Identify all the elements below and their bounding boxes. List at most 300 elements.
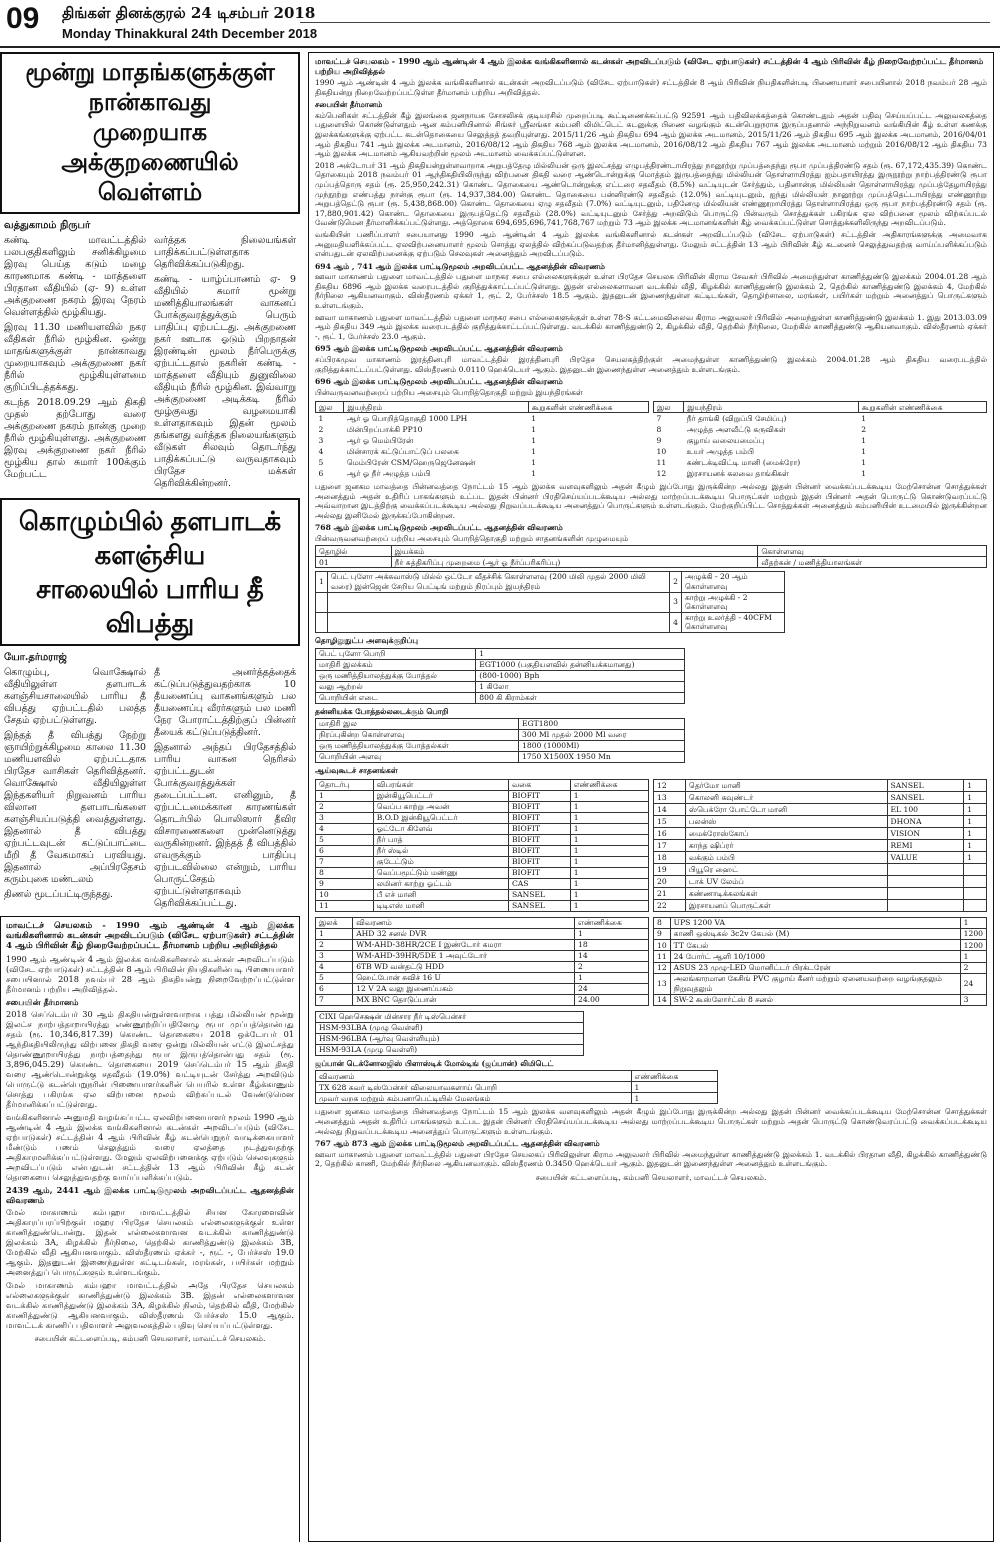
table-cell: 1	[960, 917, 986, 928]
table-cell	[316, 592, 328, 612]
table-cell: உயர் அழுத்த பம்பி	[686, 446, 755, 456]
table-row	[316, 468, 649, 479]
machine-spec-table-1	[315, 648, 685, 704]
table-cell: 1	[964, 779, 987, 791]
story2-paragraph: இந்தத் தீ விபத்து நேற்று ஞாயிற்றுக்கிழமை காலை 11.30 மணியளவில் ஏற்பட்டதாக பிரதேச வாசிகள் தெரிவித்தனர். வொக்ஷோல் வீதியிலுள்ள இந்தகளியர் நிறுவனம் பாரிய விலான தளபாடங்களை களஞ்சியப்படுத்தி வைத்துள்ளது. இதனால் தீ விபத்து ஏற்பட்டவுடன் கட்டுப்பாட்டை மீறி தீ வேகமாகப் பரவியது. இதனால் அப்பிரதேசம் கரும்புகை மண்டலம்	[4, 730, 146, 885]
table-cell: 4	[318, 446, 324, 456]
story1-body	[0, 235, 300, 490]
table-row	[316, 889, 649, 900]
table-row	[316, 867, 649, 878]
story1-headline-line2: முறையாக அக்குறணையில் வெள்ளம்	[61, 119, 239, 206]
table-cell: BIOFIT	[508, 801, 570, 812]
table-cell: இரசாயனக் கலவை தாங்கிகள்	[686, 468, 789, 478]
table-cell: பெட் புளோ பொறி	[316, 648, 476, 659]
table-cell: டாக் UV லேம்ப்	[685, 875, 887, 887]
table-row	[316, 572, 785, 592]
table-cell: BIOFIT	[508, 812, 570, 823]
table-cell: 3	[670, 592, 682, 612]
table-row	[654, 446, 987, 457]
table-row	[654, 994, 987, 1005]
table-cell: 1	[575, 928, 649, 939]
table-cell: 15	[654, 815, 686, 827]
table-row	[316, 1082, 718, 1093]
table-cell: 7	[316, 994, 353, 1005]
table-cell: 1	[964, 839, 987, 851]
story2-paragraph: கொழும்பு, வொக்ஷோல் வீதியிலுள்ள தளபாடக் களஞ்சியசாலையில் பாரிய தீ விபத்து ஏற்பட்டதில் பலத்த சேதம் ஏற்பட்டுள்ளது.	[4, 667, 146, 726]
table-row	[654, 962, 987, 973]
table-cell: 1	[964, 791, 987, 803]
table-cell: அழுத்த அளவீட்டு கருவிகள்	[686, 424, 786, 434]
masthead-tamil: திங்கள் தினக்குரல் 24 டிசம்பர் 2018	[62, 4, 316, 22]
big-notice-paragraph: பின்வருவனவற்றைப் பற்றிய அசையும் பொறித்தொகுதி மற்றும் சாதனங்களின் முழுமையும்	[315, 533, 629, 543]
table-cell: 24	[575, 983, 649, 994]
table-cell: 13	[654, 791, 686, 803]
table-cell: 18	[654, 851, 686, 863]
table-row	[654, 917, 987, 928]
table-row	[316, 413, 649, 424]
table-cell: HSM-93LA (முழு வெள்ளி)	[316, 1044, 584, 1055]
table-cell: 1	[476, 648, 684, 659]
lab-equipment-tables	[315, 777, 987, 915]
table-row	[654, 887, 987, 899]
table-cell: அலங்காரமான கேசிங் PVC குழாய் கீனர் மற்றும் ஏனையவற்றை வழங்குதலும் நிறுவுதலும்	[670, 973, 960, 994]
table-cell: 1	[631, 1082, 718, 1093]
table-row	[316, 845, 649, 856]
table-row	[654, 468, 987, 479]
table-cell: 14	[654, 994, 671, 1005]
table-header: கொள்ளளவு	[758, 546, 987, 557]
masthead	[0, 0, 1000, 48]
table-cell: மின்பிறப்பாக்கி PP10	[346, 424, 423, 434]
t9-body	[316, 1082, 718, 1104]
table-cell: 3	[316, 950, 353, 961]
table-cell: 14	[575, 950, 649, 961]
small-notice-paragraph: மேல் மாகாணம் கம்பஹா மாவட்டத்தில் அதே பிரதேச செயலகம் எல்லைகளுக்குள் காணித்துண்டு இலக்கம் 3B. இதன் எல்லைகளாவன வடக்கில் காணித்துண்டு இலக்கம் 3A, கிழக்கில் நிலம், தெற்கில் வீதி, மேற்கில் காணித்துண்டு ஆகியனவாகும். விஸ்தீரணம் பேர்ச்சஸ் 15.0 ஆகும். மாவட்டக் காணிப் பதிவாளர் அலுவலகத்தில் பதிவு செய்யப்பட்டுள்ளது.	[6, 1280, 294, 1330]
table-row	[316, 900, 649, 911]
table-cell: 2	[670, 572, 682, 592]
table-cell	[964, 863, 987, 875]
table-cell: கொலனி கவுண்டர்	[685, 791, 887, 803]
table-cell: 1	[531, 446, 537, 456]
table-row	[316, 612, 785, 632]
table-row	[654, 940, 987, 951]
table-row	[316, 752, 685, 763]
left-column	[0, 52, 300, 1542]
table-cell: 1	[570, 867, 648, 878]
table-cell: 1	[960, 951, 986, 962]
table-cell: ஆர் ஓ மெம்பிரேன்	[346, 435, 414, 445]
table-cell: ஒரு மணித்தியாலத்துக்கு போத்தல்கள்	[316, 741, 519, 752]
table-cell: ஆர் ஓ பொறித்தொகுதி 1000 LPH	[346, 413, 468, 423]
table-cell: இன்கியூபெட்டர்	[373, 790, 508, 801]
big-notice-section: 767 ஆம் 873 ஆம் இலக்க பாட்டிடுமூலம் அறவிடப்பட்ட ஆதனத்தின் விவரணம்	[315, 1139, 600, 1149]
table-cell: 6TB WD வன்தட்டு HDD	[353, 961, 575, 972]
table-cell: 1	[861, 468, 867, 478]
equipment-table-1-right	[653, 401, 987, 479]
table-row	[654, 951, 987, 962]
table-cell: ஸ்பெக்ரோ போட்டோ மானி	[685, 803, 887, 815]
t7-right-body	[654, 917, 987, 1005]
table-row	[316, 681, 685, 692]
table-header-row	[654, 402, 987, 413]
small-notice-signature: சபையின் கட்டளைப்படி, கம்பனி செயலாளர், மாவட்டச் செயலகம்.	[34, 1334, 266, 1343]
table-cell: 1	[861, 446, 867, 456]
big-notice-section: தன்னியக்க போத்தல்லடைக்கும் பொறி	[315, 706, 449, 716]
table-cell	[887, 899, 964, 911]
table-row	[654, 457, 987, 468]
table-cell: 5	[316, 834, 374, 845]
table-row	[316, 557, 987, 568]
big-notice-section: 694 ஆம் , 741 ஆம் இலக்க பாட்டிடுமூலம் அறவிடப்பட்ட ஆதனத்தின் விவரணம்	[315, 261, 606, 271]
equipment-table-1-left	[315, 401, 649, 479]
big-legal-notice	[308, 52, 994, 1542]
table-cell: EGT1000 (பகுதியளவில் தன்னியக்கமானது)	[476, 659, 684, 670]
big-notice-intro: 1990 ஆம் ஆண்டின் 4 ஆம் இலக்க வங்கிகளினால் கடன்கள் அறவிடப்படும் (விசேட ஏற்பாடுகள்) சட்டத்தின் 8 ஆம் பிரிவின் நியதிகளின்படி பிணையாளர் சபையினால் 2018 நவம்பர் 28 ஆம் திகதியன்று நிறைவேற்றப்பட்டுள்ள தீர்மானம் பற்றிய அறிவித்தல்.	[315, 78, 987, 97]
table-cell: 800 கி கிராம்கள்	[476, 692, 684, 703]
table-header: இல	[316, 402, 344, 413]
table-cell: SANSEL	[887, 779, 964, 791]
table-cell: 2	[318, 424, 324, 434]
t6-left-body	[316, 790, 649, 911]
small-notice-section: 2439 ஆம், 2441 ஆம் இலக்க பாட்டிடுமூலம் அறவிடப்பட்ட ஆதனத்தின் விவரணம்	[6, 1185, 294, 1205]
t7-left-body	[316, 928, 649, 1005]
big-notice-paragraph: ஊவா மாகாணம் பதுளை மாவட்டத்தில் பதுளை மாநகர சபை எல்லைகளுக்குள் உள்ள 78-S கட்டமைவிலைவ கிராம அலுவலர் பிரிவில் அமைந்துள்ள காணித்துண்டு இலக்கம் 1. இது 2013.03.09 ஆம் திகதிய 349 ஆம் இலக்க வரைபடத்தில் குறித்துக்காட்டப்பட்டுள்ளது. வடக்கில் காணித்துண்டு 2, கிழக்கில் வீதி, தெற்கில் நீர்நிலை, மேற்கில் காணித்துண்டு ஆகியனவாகும். விஸ்தீரணம் ஏக்கர் -, ரூட் 1, பேர்ச்சஸ் 23.0 ஆகும்.	[315, 312, 987, 341]
table-row	[316, 878, 649, 889]
equipment-table-3	[315, 571, 785, 633]
story2-paragraph: தீ அனர்த்தத்தைக் கட்டுப்படுத்துவதற்காக 10 தீயணைப்பு வாகனங்களும் பல தீயணைப்பு வீரர்களும் பல மணி நேர போராட்டத்திற்குப் பின்னர் தீயைக் கட்டுப்படுத்தினர்.	[154, 667, 296, 738]
table-cell: 6	[316, 845, 374, 856]
table-cell: ஒரு மணித்தியாலத்துக்கு போத்தல்	[316, 670, 476, 681]
table-header-row	[316, 402, 649, 413]
big-notice-paragraph: பின்வருவனவற்றைப் பற்றிய அசையும் பொறித்தொகுதி மற்றும் இயந்திரங்கள்	[315, 387, 583, 397]
small-notice-section: சபையின் தீர்மானம்	[6, 997, 79, 1007]
table-cell: காந்த ஷிப்ரர்	[685, 839, 887, 851]
table-cell: 11	[316, 900, 374, 911]
story2-headline-line1: கொழும்பில் தளபாடக் களஞ்சிய	[18, 506, 282, 570]
table-row	[316, 719, 685, 730]
t6-right-body	[654, 779, 987, 911]
table-cell: EL 100	[887, 803, 964, 815]
table-cell: 6	[316, 983, 353, 994]
table-cell: 1	[570, 889, 648, 900]
table-header: இல	[654, 402, 684, 413]
story1-paragraph: வர்த்தக நிலையங்கள் பாதிக்கப்பட்டுள்ளதாக தெரிவிக்கப்படுகிறது.	[154, 235, 296, 270]
table-row	[316, 435, 649, 446]
masthead-english: Monday Thinakkural 24th December 2018	[62, 26, 318, 41]
table-cell: வக்கும் பம்பி	[685, 851, 887, 863]
table-cell: 1 கிலோ	[476, 681, 684, 692]
table-cell: 1200	[960, 929, 986, 940]
story1-byline: வத்துகாமம் நிருபர்	[4, 220, 91, 231]
big-notice-paragraph: பதுளை ஜனகம மாவத்தை பின்னவத்தை நோட்டம் 15 ஆம் இலக்க வளவுகளிலும் அதன் கீழும் இப்போது இருக்கின்ற அல்லது இதன் பின்னர் வைக்கப்படக்கூடிய மேற்சொன்ன சொத்துக்கள் அனைத்தும் அதன் உதிரிப் பாகங்களும் உட்பட இதன் பின்னர் பிரதிசெய்யப்படக்கூடிய அல்லது மாற்றப்படக்கூடிய பொருட்கள் மற்றும் அதன் பொருட்டு கொண்டுவரப்பட்டு வைக்கப்படக்கூடிய அல்லது நிறுவப்படக்கூடிய அனைத்துப் பொருட்களும் உள்ளடங்கும்.	[315, 1107, 987, 1136]
table-cell	[327, 612, 669, 632]
table-row	[654, 863, 987, 875]
table-header-row	[316, 917, 649, 928]
table-row	[316, 659, 685, 670]
table-cell: டிடிஎஸ் மானி	[373, 900, 508, 911]
table-cell: TX 628 கவர் டிஸ்பேன்சர் விலையாவகளாய் பொறி	[316, 1082, 632, 1093]
masthead-rule	[300, 22, 990, 23]
table-cell: நீர் பாத்	[373, 834, 508, 845]
table-cell: காற்று உலர்த்தி - 40CFM கொள்ளளவு	[681, 612, 784, 632]
table-row	[316, 983, 649, 994]
equipment-table-1	[315, 399, 987, 482]
table-row	[316, 424, 649, 435]
table-cell: 10	[656, 446, 667, 456]
big-notice-section: 696 ஆம் இலக்க பாட்டிடுமூலம் அறவிடப்பட்ட ஆதனத்தின் விவரணம்	[315, 377, 563, 387]
table-cell: 1	[531, 457, 537, 467]
table-cell: ASUS 23 முழு-LED மொனிட்டர் பிரக்டரேன்	[670, 962, 960, 973]
big-notice-paragraph: பதுளை ஜனகம மாவத்தை பின்னவத்தை நோட்டம் 15 ஆம் இலக்க வளவுகளிலும் அதன் கீழும் இப்போது இருக்கின்ற அல்லது இதன் பின்னர் வைக்கப்படக்கூடிய மேற்சொன்ன சொத்துக்கள் அனைத்தும் அதன் உதிரிப் பாகங்களும் உட்பட இதன் பின்னர் பிரதிசெய்யப்படக்கூடிய அல்லது மாற்றப்படக்கூடிய பொருட்கள் மற்றும் இதன் பின்னர் அதன் பொருட்டு கொண்டுவரப்பட்டு அவ்வாறான இடத்திற்கு வைக்கப்படக்கூடிய அல்லது நிறுவப்படக்கூடிய அனைத்துப் பொருட்களும் உள்ளடங்கும். மேற்குறிப்பிட்ட சொத்துக்கள் அனைத்தும் கம்பனியின் உடமையில் இருக்கின்றன அல்லது இனிமேல் இருக்கப்போகின்றன.	[315, 481, 987, 520]
table-header: எண்ணிக்கை	[570, 779, 648, 790]
t8-body	[316, 1022, 584, 1055]
table-row	[316, 823, 649, 834]
table-cell: 17	[654, 839, 686, 851]
story2-headline-line2: சாலையில் பாரிய தீ விபத்து	[36, 574, 264, 638]
table-header-row	[316, 1071, 718, 1082]
table-cell: 3	[960, 994, 986, 1005]
table-cell: (800-1000) Bph	[476, 670, 684, 681]
table-cell: 16	[654, 827, 686, 839]
table-cell: 22	[654, 899, 686, 911]
table-cell: SW-2 கூஸ்லோர்ட்ஸ் 8 சனல்	[670, 994, 960, 1005]
table-cell: 18	[575, 939, 649, 950]
big-notice-section: ஜப்பான் டெக்னோலஜிஸ் பிளாஸ்டிக் மோல்டிங் (ஜப்பான்) லிமிடெட்	[315, 1058, 554, 1068]
lab-table-right	[653, 779, 987, 912]
table-cell: காற்று அழுக்கி - 2 கொள்ளளவு	[681, 592, 784, 612]
table-header: CIXI ஹெசெக்ஷன் மின்சார நீர் டிஸ்பென்சர்	[316, 1011, 584, 1022]
table-row	[316, 856, 649, 867]
table-row	[654, 791, 987, 803]
big-notice-paragraph: 2018 அக்டோபர் 31 ஆம் திகதியன்றுள்ளவாறாக அறுபத்தேழு மில்லியன் ஒரு இலட்சத்து எழுபத்திரண்டாயிரத்து நானூற்று முப்பத்தைந்து ரூபா முப்பத்திரண்டு சதம் (ரூ. 67,172,435.39) கொண்ட தொகையும் 2018 நவம்பர் 01 ஆந்திகதியிலிருந்து விற்பனை திகதி வரை ஆண்டொன்றுக்கு மொத்தம் இருபத்தைந்து மில்லியன் தொள்ளாயிரத்து ஐம்பதாயிரத்து இருநூற்று நாற்பத்திரண்டு ரூபா முப்பத்தொரு சதம் (ரூ. 25,950,242.31) கொண்ட தொகையை ஆண்டொன்றுக்கு எட்டரை சதவீதம் (8.5%) வட்டியுடன் சேர்த்தும், பதினான்கு மில்லியன் தொள்ளாயிரத்து முப்பத்தேழாயிரத்து முந்நூற்று எண்பத்து நான்கு ரூபா (ரூ. 14,937,384.00) கொண்ட தொகையை பன்னிரண்டு சதவீதம் (12.0%) வட்டியுடனும், ஐந்து மில்லியன் நானூற்று முப்பத்தெட்டாயிரத்து எண்ணூற்று அறுபத்தெட்டு ரூபா (ரூ. 5,438,868.00) கொண்ட தொகையை ஏழு சதவீதம் (7.0%) வட்டியுடனும், பதினேழு மில்லியன் எண்ணூறாயிரத்து தொள்ளாயிரத்து ஒரு ரூபா நாற்பத்திரண்டு சதம் (ரூ. 17,880,901.42) கொண்ட தொகையை இருபத்தெட்டு சதவீதம் (28.0%) வட்டியுடனும் சேர்த்து அறவிடும் பொருட்டு பின்வரும் சொத்துக்கள் பகிரங்க ஏல விற்பனை மூலம் விற்கப்படல் வேண்டுமென தீர்மானிக்கப்பட்டுள்ளது. அத்தொகை 694,695,696,741,768,767 மற்றும் 73 ஆம் இலக்க அடமானங்களின் கீழ் வைக்கப்பட்டுள்ள சொத்துக்களிலிருந்து அறவிடப்படும்.	[315, 160, 987, 228]
table-cell: 21	[654, 887, 686, 899]
table-header-row	[316, 546, 987, 557]
table-cell	[887, 875, 964, 887]
t5-body	[316, 719, 685, 763]
page-number: 09	[6, 2, 40, 35]
table-cell: BIOFIT	[508, 867, 570, 878]
big-notice-section: சபையின் தீர்மானம்	[315, 100, 383, 110]
table-cell: 1	[964, 827, 987, 839]
table-cell: நிரப்புகின்ற கொள்ளளவு	[316, 730, 519, 741]
table-cell: 1	[570, 801, 648, 812]
table-cell: 1	[570, 878, 648, 889]
table-cell: பொறியின் அளவு	[316, 752, 519, 763]
small-notice-paragraph: மேல் மாகாணம் கம்பஹா மாவட்டத்தில் சியன கோரளைவின் அதிகாரப்பரப்பிற்குள் மஹர பிரதேச செயலகம் எல்லைகளுக்குள் உள்ள காணித்துண்டொன்று. இதன் எல்லைகளாவன வடக்கில் காணித்துண்டு இலக்கம் 3A, கிழக்கில் நீர்நிலை, தெற்கில் காணித்துண்டு இலக்கம் 3B, மேற்கில் வீதி ஆகியனவாகும். விஸ்தீரணம் ஏக்கர் -, ரூட் -, பேர்ச்சஸ் 19.0 ஆகும். இதனுடன் இணைந்துள்ள கட்டிடங்கள், மரங்கள், பயிர்கள் மற்றும் அனைத்துப் பொருட்களும் உள்ளடங்கும்.	[6, 1207, 294, 1277]
table-cell: 1	[570, 900, 648, 911]
table-header: தொடர்பு	[316, 779, 374, 790]
table-cell: தெர்மோ மானி	[685, 779, 887, 791]
small-notice-paragraph: 1990 ஆம் ஆண்டின் 4 ஆம் இலக்க வங்கிகளினால் கடன்கள் அறவிடப்படும் (விசேட ஏற்பாடுகள்) சட்டத்தின் 8 ஆம் பிரிவின் நியதிகளின்படி பிணையாளர் சபையினால் 2018 நவம்பர் 28 ஆம் திகதியன்று நிறைவேற்றப்பட்டுள்ள தீர்மானம் பற்றிய அறிவித்தல்.	[6, 954, 294, 994]
table-header-row	[316, 1011, 584, 1022]
table-cell	[887, 863, 964, 875]
table-header: இயக்கம்	[391, 546, 758, 557]
t1-right-body	[654, 413, 987, 479]
table-row	[316, 446, 649, 457]
table-row	[316, 790, 649, 801]
table-cell	[887, 887, 964, 899]
lab-table-left	[315, 779, 649, 912]
table-cell: 1	[861, 413, 867, 423]
table-header: கூறுகளின் எண்ணிக்கை	[858, 402, 986, 413]
t1-left-body	[316, 413, 649, 479]
table-cell: 1	[861, 457, 867, 467]
table-cell: 11	[654, 951, 671, 962]
table-cell: BIOFIT	[508, 845, 570, 856]
table-cell: 1	[631, 1093, 718, 1104]
table-row	[316, 741, 685, 752]
table-cell: WM-AHD-38HR/2CE I இண்டோர் கமரா	[353, 939, 575, 950]
table-cell: BIOFIT	[508, 856, 570, 867]
table-row	[316, 950, 649, 961]
table-row	[654, 929, 987, 940]
table-cell: 6	[318, 468, 324, 478]
table-cell: 300 Ml முதல் 2000 Ml வரை	[519, 730, 685, 741]
table-cell: 1	[531, 468, 537, 478]
table-header-row	[316, 779, 649, 790]
table-cell: வெப்ப காற்று அவன்	[373, 801, 508, 812]
big-notice-paragraph: ஊவா மாகாணம் பதுளை மாவட்டத்தில் பதுளை பிரதேச செயலகப் பிரிவிலுள்ள கிராம அலுவலர் பிரிவில் அமைந்துள்ள காணித்துண்டு இலக்கம் 1. வடக்கில் பிரதான வீதி, கிழக்கில் காணித்துண்டு 2, தெற்கில் காணி, மேற்கில் நீர்நிலை ஆகியனவாகும். விஸ்தீரணம் 0.3450 ஹெக்டெயர் ஆகும். இதனுடன் இணைந்துள்ள அனைத்தும் உள்ளடங்கும்.	[315, 1149, 987, 1169]
table-cell	[316, 612, 328, 632]
table-cell: 10	[654, 940, 671, 951]
table-cell: மின்சாரக் கட்டுப்பாட்டுப் பலகை	[346, 446, 459, 456]
table-header: தொழில்	[316, 546, 392, 557]
machine-spec-table-2	[315, 718, 685, 763]
table-row	[316, 692, 685, 703]
table-cell: MX BNC தொடுப்பான்	[353, 994, 575, 1005]
story2-paragraph: இதனால் அந்தப் பிரதேசத்தில் பாரிய வாகன நெரிசல் ஏற்பட்டதுடன் போக்குவரத்துக்கள் தடைப்பட்டன. எனினும், தீ ஏற்பட்டமைக்கான காரணங்கள் தொடர்பில் பொலிஸார் தீவிர விசாரணைகளை முன்னெடுத்து வருகின்றனர். இந்தத் தீ விபத்தில் எவருக்கும் பாதிப்பு ஏற்படவில்லை என்றும், பாரிய பொருட்சேதம் ஏற்பட்டுள்ளதாகவும் தெரிவிக்கப்பட்டது.	[154, 742, 296, 909]
table-cell: 01	[316, 557, 392, 568]
cctv-tables	[315, 915, 987, 1009]
table-cell: TT கேபல்	[670, 940, 960, 951]
table-cell: நீர் ஸ்டில்	[373, 845, 508, 856]
table-cell: 1	[575, 972, 649, 983]
table-cell: 12	[656, 468, 667, 478]
table-header: இயந்திரம்	[344, 402, 528, 413]
table-header: இலக்	[316, 917, 353, 928]
story1-paragraph: கடந்த 2018.09.29 ஆம் திகதி முதல் தற்போது வரை அக்குறணை நகரம் நான்கு முறை நீரில் மூழ்கியுள்ளது. அக்குறணை இரவு அக்குறணை நகர் நீரில் மூழ்கிய தால் சுமார் 100க்கும் மேற்பட்ட	[4, 397, 146, 480]
table-cell: AHD 32 சனல் DVR	[353, 928, 575, 939]
table-cell: 4	[316, 823, 374, 834]
table-cell	[327, 592, 669, 612]
table-header: வகை	[508, 779, 570, 790]
table-cell: 1	[531, 435, 537, 445]
table-cell: ஆர் ஓ நீர் அழுத்த பம்பி	[346, 468, 431, 478]
table-cell: 1	[316, 572, 328, 592]
table-cell: இரசாயனப் பொருட்கள்	[685, 899, 887, 911]
small-notice-paragraph: 2018 செப்டெம்பர் 30 ஆம் திகதியன்றுள்ளவாறாக பத்து மில்லியன் மூன்று இலட்ச நாற்பத்தாறாயிரத்து எண்ணூற்றிப்பதினேழு ரூபா முப்பத்தொன்பது சதம் (ரூ. 10,346,817.39) கொண்ட தொகையை 2018 ஒக்டோபர் 01 ஆந்திகதியிலிருந்து விற்பனை திகதி வரை ஒன்று மில்லியன் எட்டு இலட்சத்து தொண்ணூறாயிரத்து நாற்பத்தைந்து ரூபா இருபத்தொன்பது சதம் (ரூ. 3,896,045.29) கொண்ட தொகையை 2019 செப்டெம்பர் 15 ஆம் திகதி வரை ஆண்டொன்றுக்கு சதவீதம் (19.0%) வட்டியுடன் சேர்த்து அறவிடும் பொருட்டு கடன்பெறுநரின் பிணையாளர்களின் பெயரில் உள்ள கீழ்க்காணும் சொத்து பகிரங்க ஏல விற்பனை மூலம் விற்கப்படல் வேண்டுமென தீர்மானிக்கப்பட்டுள்ளது.	[6, 1009, 294, 1109]
table-cell: 1	[316, 790, 374, 801]
table-cell: 9	[654, 929, 671, 940]
t2-body	[316, 557, 987, 568]
table-cell: கண்டக்டிவிட்டி மானி (மைக்ரோ)	[686, 457, 801, 467]
table-cell: 3	[318, 435, 324, 445]
table-cell: பொறியின் எடை	[316, 692, 476, 703]
table-cell: 9	[316, 878, 374, 889]
small-legal-notice	[0, 916, 300, 1542]
big-notice-paragraph: ஊவா மாகாணம் பதுளை மாவட்டத்தில் பதுளை மாநகர சபை எல்லைகளுக்குள் உள்ள பிரதேச செயலக பிரிவின் கிராம சேவகர் பிரிவில் அமைந்துள்ள காணித்துண்டு இலக்கம் 2004.01.28 ஆம் திகதிய 6896 ஆம் இலக்க வரைபடத்தில் குறித்துக்காட்டப்பட்டுள்ளது. இதன் எல்லைகளாவன வடக்கில் வீதி, கிழக்கில் காணித்துண்டு இலக்கம் 2, தெற்கில் காணித்துண்டு இலக்கம் 4, மேற்கில் நீர்நிலை ஆகியனவாகும். விஸ்தீரணம் ஏக்கர் 1, ரூட் 2, பேர்ச்சஸ் 18.5 ஆகும். இதனுடன் இணைந்துள்ள கட்டிடங்கள், தொழிற்சாலை, மரங்கள், பயிர்கள் மற்றும் அனைத்துப் பொருட்களும் உள்ளடங்கும்.	[315, 272, 987, 311]
table-cell: 10	[316, 889, 374, 900]
table-cell: 1750 X1500X 1950 Mn	[519, 752, 685, 763]
table-cell: 8	[316, 867, 374, 878]
table-cell: 1800 (1000Ml)	[519, 741, 685, 752]
big-notice-paragraph: சப்பிரகமுவ மாகாணம் இரத்தினபுரி மாவட்டத்தில் இரத்தினபுரி பிரதேச செயலகத்திற்குள் அமைந்துள்ள காணித்துண்டு இலக்கம் 2004.01.28 ஆம் திகதிய வரைபடத்தில் குறித்துக்காட்டப்பட்டுள்ளது. விஸ்தீரணம் 0.0110 ஹெக்டெயர் ஆகும். இதனுடன் இணைந்துள்ள அனைத்தும் உள்ளடங்கும்.	[315, 355, 987, 374]
table-cell	[964, 875, 987, 887]
table-row	[654, 779, 987, 791]
table-row	[316, 801, 649, 812]
table-cell: 2	[960, 962, 986, 973]
table-cell: நீர் தாங்கி (விறுப்பி சேமிப்பு)	[686, 413, 787, 423]
table-cell: 12 V 2A வலு இணைப்பகம்	[353, 983, 575, 994]
table-cell: HSM-96LBA (ஆர்வு வெள்ளியும்)	[316, 1033, 584, 1044]
table-cell: ஹெட்போன் சுவிச் 16 U	[353, 972, 575, 983]
big-notice-section: 768 ஆம் இலக்க பாட்டிடுமூலம் அறவிடப்பட்ட ஆதனத்தின் விவரணம்	[315, 523, 563, 533]
table-cell: EGT1800	[519, 719, 685, 730]
table-cell: 1	[318, 413, 324, 423]
table-cell: பெட் புளோ அக்சுவாஸ்டு மில்ல் ஒட்டோ வீதச்சிக் கொள்ளளவு (200 மிலி முதல் 2000 மிலி வரை) இன்ஜென் சேறிய பெட்டிங் மற்றும் நிரப்பும் இயந்திரம்	[327, 572, 669, 592]
table-cell: 4	[316, 961, 353, 972]
table-cell: SANSEL	[887, 791, 964, 803]
table-row	[316, 1093, 718, 1104]
table-cell: 1	[570, 790, 648, 801]
table-cell: 1	[861, 435, 867, 445]
big-notice-paragraph: வங்கியின் பணிப்பாளர் சபையானது 1990 ஆம் ஆண்டின் 4 ஆம் இலக்க வங்கிகளினால் கடன்கள் அறவிடப்படும் (விசேட ஏற்பாடுகள்) சட்டத்தின் அதிகாரங்களுக்கு அமைவாக அனுமதியளிக்கப்பட்ட ஏலவிற்பனையாளர் மூலம் சொத்து ஏலத்தில் விற்கப்படுவதற்கு தீர்மானித்துள்ளது. மேலும் சட்டத்தின் 13 ஆம் பிரிவின் கீழ் கடனைச் செலுத்துவதற்கு வாய்ப்பளிக்கப்படும் என்பதுடன் ஏலவிற்பனைக்கு ஏற்படும் செலவுகள் அனைத்தும் அறவிடப்படும்.	[315, 229, 987, 259]
table-header: எண்ணிக்கை	[631, 1071, 718, 1082]
table-cell: WM-AHD-39HR/5DE 1 அவுட்டோர்	[353, 950, 575, 961]
table-header: இயந்திரம்	[684, 402, 859, 413]
table-cell: 1	[316, 928, 353, 939]
big-notice-section: ஆய்வுகூடச் சாதனங்கள்	[315, 766, 398, 776]
table-cell: குழாய் வலையமைப்பு	[686, 435, 765, 445]
table-cell: 1	[570, 834, 648, 845]
table-row	[316, 730, 685, 741]
table-row	[316, 1033, 584, 1044]
story1-paragraph: இரவு 11.30 மணியளவில் நகர வீதிகள் நீரில் மூழ்கின. ஒன்று மாதங்களுக்குள் நான்காவது முறையாகவும் அக்குறணை நகர் நீரில் மூழ்கியுள்ளமை குறிப்பிடத்தக்கது.	[4, 322, 146, 393]
table-cell: 11	[656, 457, 667, 467]
table-cell: மாதிரி இல	[316, 719, 519, 730]
table-cell	[964, 887, 987, 899]
table-row	[316, 592, 785, 612]
table-cell: 5	[318, 457, 324, 467]
story1-paragraph: கண்டி - யாழ்ப்பாணம் ஏ- 9 வீதியில் சுமார் மூன்று மணித்தியாலங்கள் வாகனப் போக்குவரத்துக்கும் பெரும் பாதிப்பு ஏற்பட்டது. அக்குறணை நகர் ஊடாக ஓடும் பிறநாதன் இரண்டின் மூலம் நீர்பெருக்கு ஏற்பட்டதால் நகரின் கண்டி - மாத்தளை வீதியும் துனுவிலை வீதியும் நீரில் மூழ்கின. இவ்வாறு அக்குறணை அடிக்கடி நீரில் மூழ்குவது வழமையாகி உள்ளதாகவும் இதன் மூலம் தங்களது வர்த்தக நிலையங்களும் வீடுகள் சிலவும் தொடர்ந்து பாதிக்கப்பட்டு வருவதாகவும் பிரதேச மக்கள் தெரிவிக்கின்றனர்.	[154, 274, 296, 489]
table-row	[316, 928, 649, 939]
big-notice-paragraph: கம்பெனிகள் சட்டத்தின் கீழ் இலங்கை ஜனநாயக சோசலிசக் குடியரசில் முறைப்படி கூட்டிணைக்கப்பட்டு 92591 ஆம் பதிவிலக்கத்தைக் கொண்டதும் அதன் பதிவு செய்யப்பட்ட அலுவலகத்தை பதுளையில் கொண்டுள்ளதும் ஆன கம்பனியினால் சிங்கர் ஸ்ரீலங்கா கம்பனி லிமிட்டெட் கடனுக்கு பிணை வழங்கும் கடன்பெறுநராக இருப்பதனால் அந்நிறுவனம் வங்கியின் கீழ் உள்ள கணக்கு இலக்கங்களுக்கு ஏற்பட்ட கடன்தொகையை செலுத்தத் தவறியுள்ளது. 2015/11/26 ஆம் திகதிய 694 ஆம் இலக்க அடமானம், 2015/11/26 ஆம் திகதிய 695 ஆம் இலக்க அடமானம், 2016/04/01 ஆம் திகதிய 741 ஆம் இலக்க அடமானம், 2016/08/12 ஆம் திகதிய 768 ஆம் இலக்க அடமானம், 2016/08/12 ஆம் திகதிய 767 ஆம் இலக்க அடமானம் மற்றும் 2016/08/12 ஆம் திகதிய 73 ஆம் இலக்க அடமானம் ஆகியவற்றின் மூலம் அடமானம் வைக்கப்பட்டுள்ளன.	[315, 110, 987, 159]
table-row	[316, 457, 649, 468]
table-cell: BIOFIT	[508, 790, 570, 801]
table-cell: காணி ஒஸ்டிகல் 3c2v கேபல் (M)	[670, 929, 960, 940]
table-cell: 2	[861, 424, 867, 434]
table-cell: அழுக்கி - 20 ஆம் கொள்ளளவு	[681, 572, 784, 592]
table-row	[654, 875, 987, 887]
table-cell: UPS 1200 VA	[670, 917, 960, 928]
table-cell: கண்ணாடிக்கலங்கள்	[685, 887, 887, 899]
table-cell: SANSEL	[508, 900, 570, 911]
equipment-table-2	[315, 545, 987, 568]
story2-paragraph: திணல் மூடப்பட்டிருந்தது.	[4, 889, 114, 900]
story2-headline	[0, 498, 300, 646]
table-cell: லமினர் காற்று ஓட்டம்	[373, 878, 508, 889]
table-cell: 20	[654, 875, 686, 887]
table-cell: 1	[964, 815, 987, 827]
table-cell: 1	[531, 424, 537, 434]
big-notice-section: 695 ஆம் இலக்க பாட்டிடுமூலம் அறவிடப்பட்ட ஆதனத்தின் விவரணம்	[315, 344, 563, 354]
table-row	[316, 1022, 584, 1033]
table-row	[316, 961, 649, 972]
moulding-table	[315, 1070, 718, 1104]
t3-body	[316, 572, 785, 633]
table-cell: 19	[654, 863, 686, 875]
table-cell: 24	[960, 973, 986, 994]
